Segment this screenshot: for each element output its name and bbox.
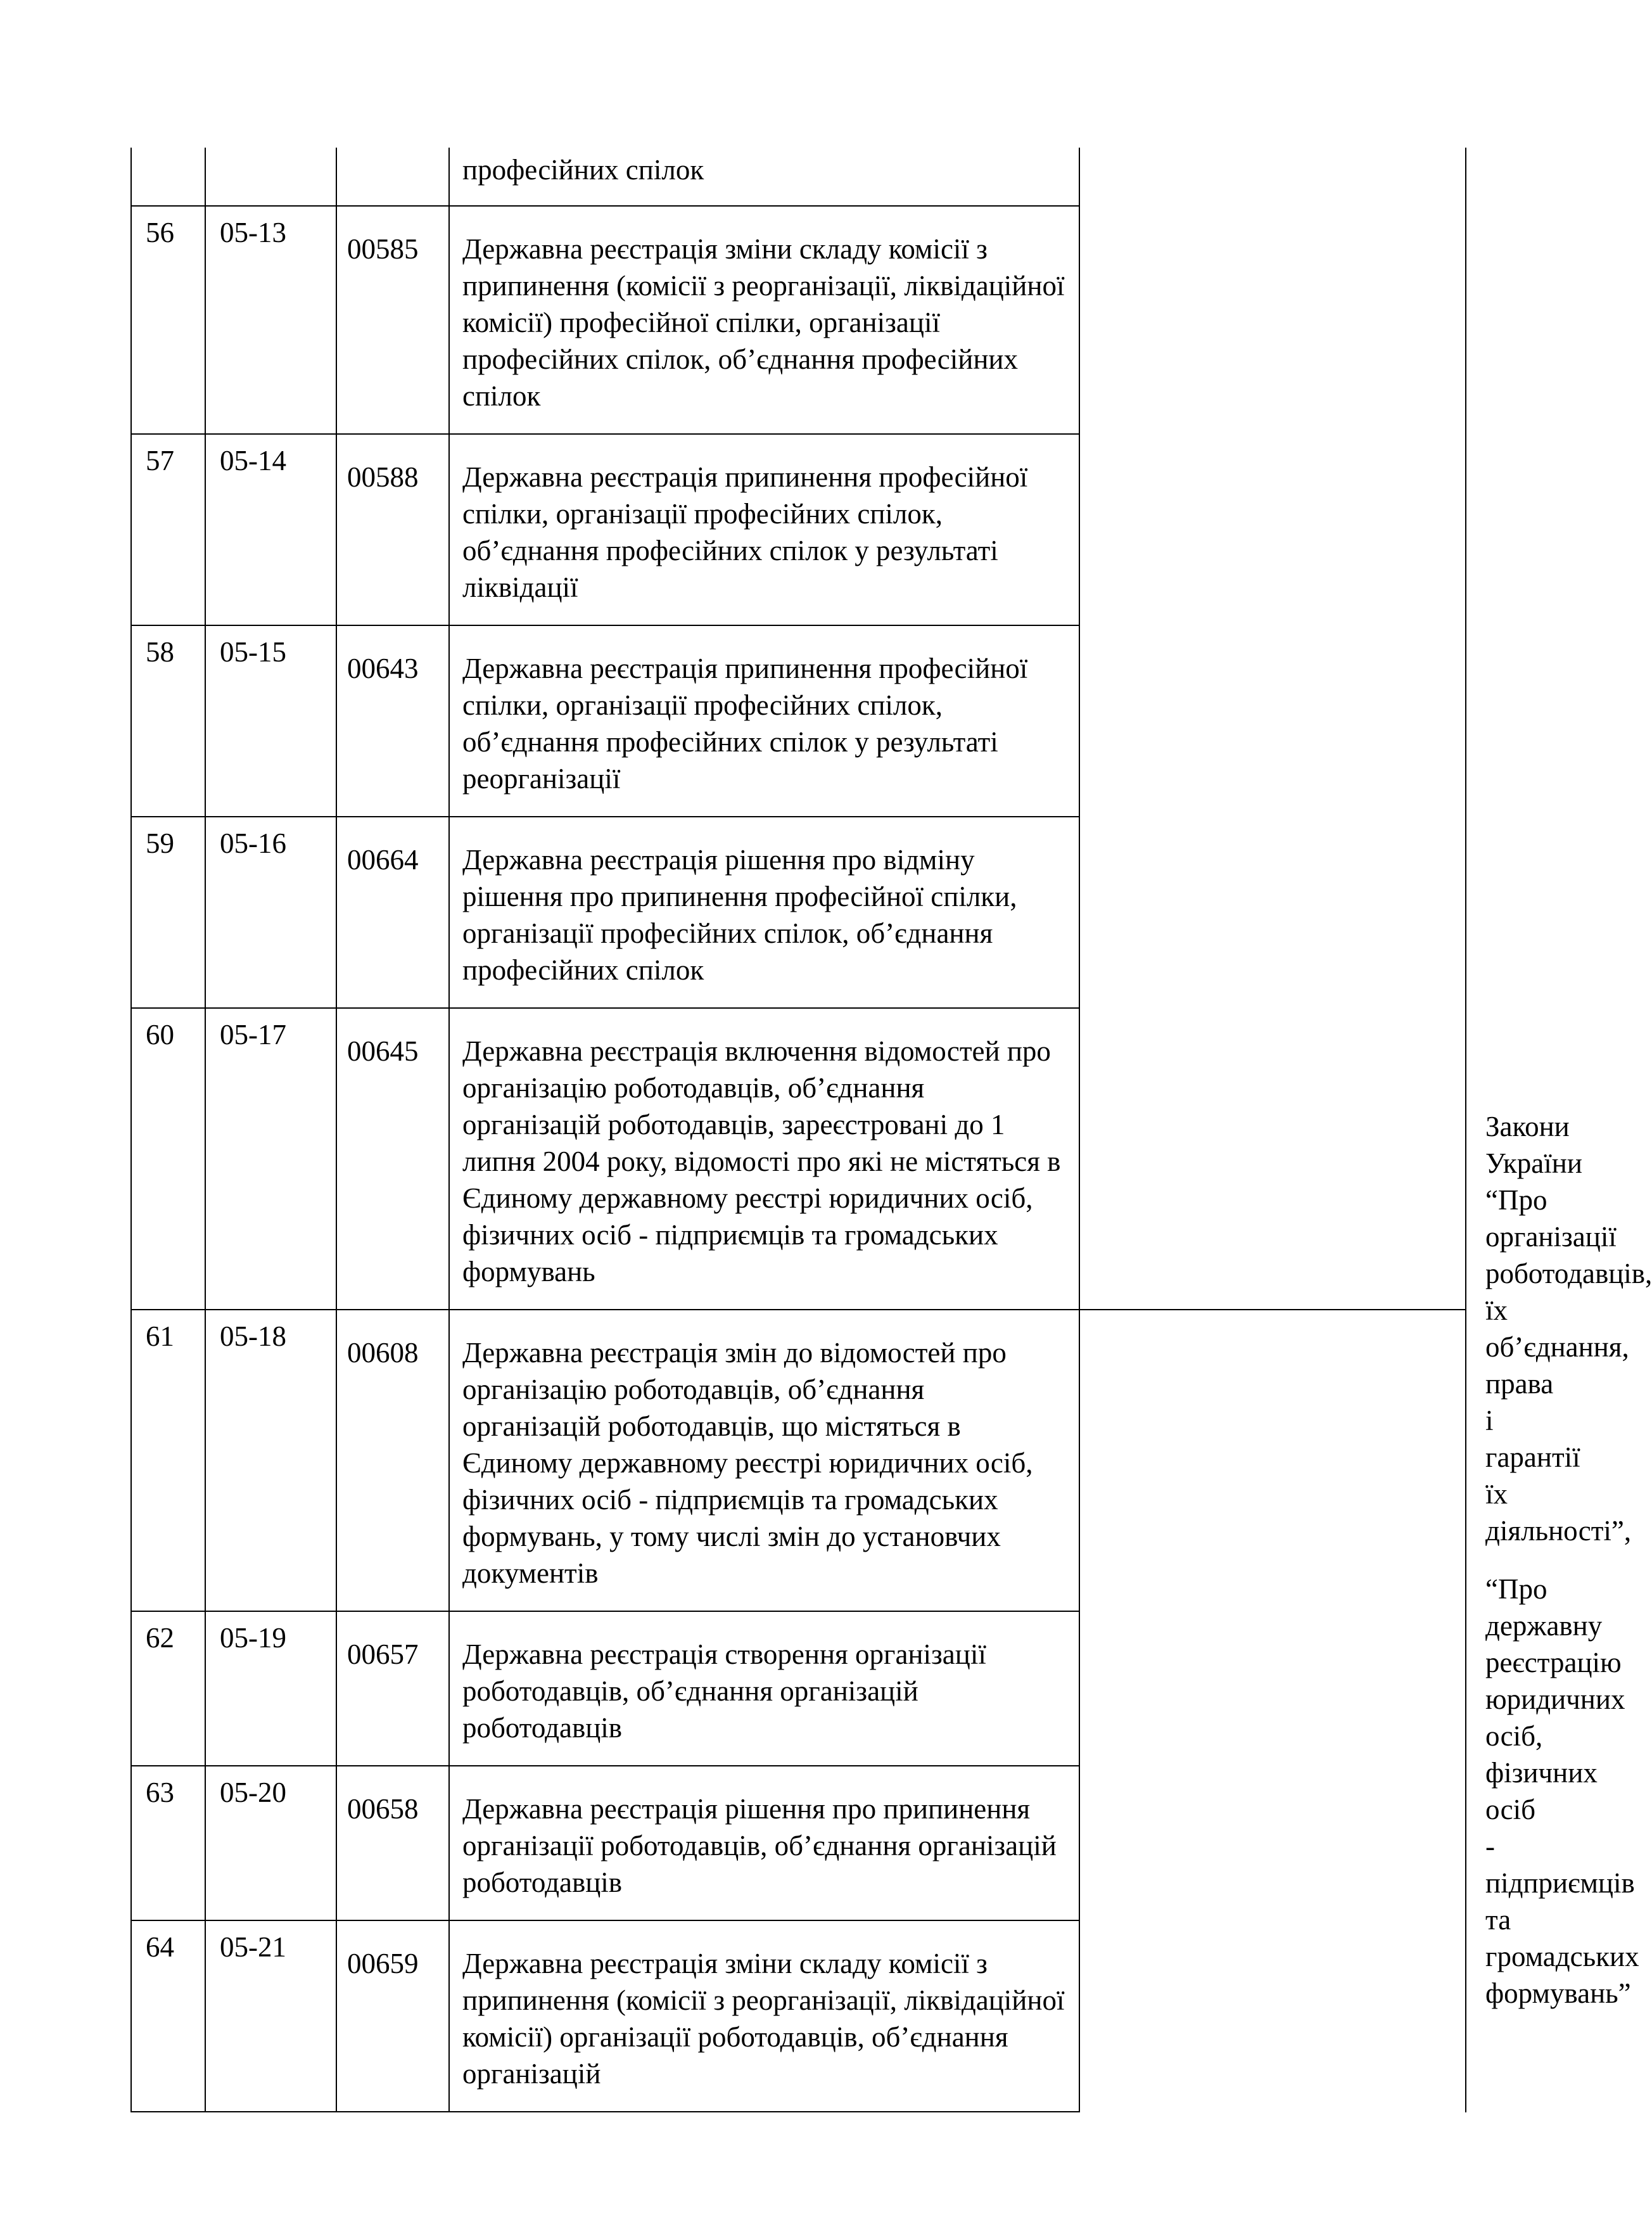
service-code: 00658 bbox=[336, 1766, 449, 1920]
row-code: 05-17 bbox=[205, 1008, 336, 1310]
service-description: Державна реєстрація створення організації роботодавців, об’єднання організацій роботодавців bbox=[449, 1611, 1079, 1766]
row-number: 58 bbox=[131, 625, 205, 817]
service-description: професійних спілок bbox=[449, 148, 1079, 206]
table-row: 60 05-17 00645 Державна реєстрація включення відомостей про організацію роботодавців, об’єднання організацій роботодавців, зареєстровані до 1 липня 2004 року, відомості про які не містяться в Єдиному державному реєстрі юридичних осіб, фізичних осіб - підприємців та громадських формувань Закони України “Про організації роботодавців, їх об’єднання, права і гарантії їх діяльності”, “Про державну реєстрацію юридичних осіб, фізичних осіб - підприємців та громадських формувань” bbox=[131, 1008, 1466, 1310]
row-number: 57 bbox=[131, 434, 205, 625]
services-table bbox=[130, 148, 1652, 2112]
row-code: 05-19 bbox=[205, 1611, 336, 1766]
service-description: Державна реєстрація припинення професійної спілки, організації професійних спілок, об’єднання професійних спілок у результаті реорганізації bbox=[449, 625, 1079, 817]
service-code: 00585 bbox=[336, 206, 449, 434]
row-number: 64 bbox=[131, 1920, 205, 2112]
service-code: 00657 bbox=[336, 1611, 449, 1766]
row-code: 05-21 bbox=[205, 1920, 336, 2112]
row-number: 63 bbox=[131, 1766, 205, 1920]
row-code-cell bbox=[205, 148, 336, 206]
row-code: 05-15 bbox=[205, 625, 336, 817]
service-description: Державна реєстрація рішення про відміну рішення про припинення професійної спілки, організації професійних спілок, об’єднання професійних спілок bbox=[449, 817, 1079, 1008]
service-description: Державна реєстрація припинення професійної спілки, організації професійних спілок, об’єднання професійних спілок у результаті ліквідації bbox=[449, 434, 1079, 625]
service-code: 00645 bbox=[336, 1008, 449, 1310]
service-description: Державна реєстрація зміни складу комісії з припинення (комісії з реорганізації, ліквідаційної комісії) професійної спілки, організації професійних спілок, об’єднання професійних спілок bbox=[449, 206, 1079, 434]
table-row bbox=[131, 1611, 1466, 1766]
row-code: 05-20 bbox=[205, 1766, 336, 1920]
service-code: 00608 bbox=[336, 1310, 449, 1611]
service-code-cell bbox=[336, 148, 449, 206]
table-row bbox=[131, 1310, 1466, 1611]
service-code: 00664 bbox=[336, 817, 449, 1008]
row-number: 56 bbox=[131, 206, 205, 434]
table-row bbox=[131, 148, 1466, 206]
law-cell-empty bbox=[1079, 148, 1466, 1310]
row-code: 05-16 bbox=[205, 817, 336, 1008]
service-code: 00659 bbox=[336, 1920, 449, 2112]
table-row bbox=[131, 1920, 1466, 2112]
row-number: 60 bbox=[131, 1008, 205, 1310]
service-description: Державна реєстрація рішення про припинення організації роботодавців, об’єднання організацій роботодавців bbox=[449, 1766, 1079, 1920]
row-number: 61 bbox=[131, 1310, 205, 1611]
row-number: 62 bbox=[131, 1611, 205, 1766]
service-code: 00588 bbox=[336, 434, 449, 625]
row-code: 05-18 bbox=[205, 1310, 336, 1611]
row-number-cell bbox=[131, 148, 205, 206]
row-number: 59 bbox=[131, 817, 205, 1008]
row-code: 05-13 bbox=[205, 206, 336, 434]
service-description: Державна реєстрація включення відомостей про організацію роботодавців, об’єднання організацій роботодавців, зареєстровані до 1 липня 2004 року, відомості про які не містяться в Єдиному державному реєстрі юридичних осіб, фізичних осіб - підприємців та громадських формувань bbox=[449, 1008, 1079, 1310]
service-description: Державна реєстрація зміни складу комісії з припинення (комісії з реорганізації, ліквідаційної комісії) організації роботодавців, об’єднання організацій bbox=[449, 1920, 1079, 2112]
service-description: Державна реєстрація змін до відомостей про організацію роботодавців, об’єднання організацій роботодавців, що містяться в Єдиному державному реєстрі юридичних осіб, фізичних осіб - підприємців та громадських формувань, у тому числі змін до установчих документів bbox=[449, 1310, 1079, 1611]
row-code: 05-14 bbox=[205, 434, 336, 625]
service-code: 00643 bbox=[336, 625, 449, 817]
table-row bbox=[131, 1766, 1466, 1920]
